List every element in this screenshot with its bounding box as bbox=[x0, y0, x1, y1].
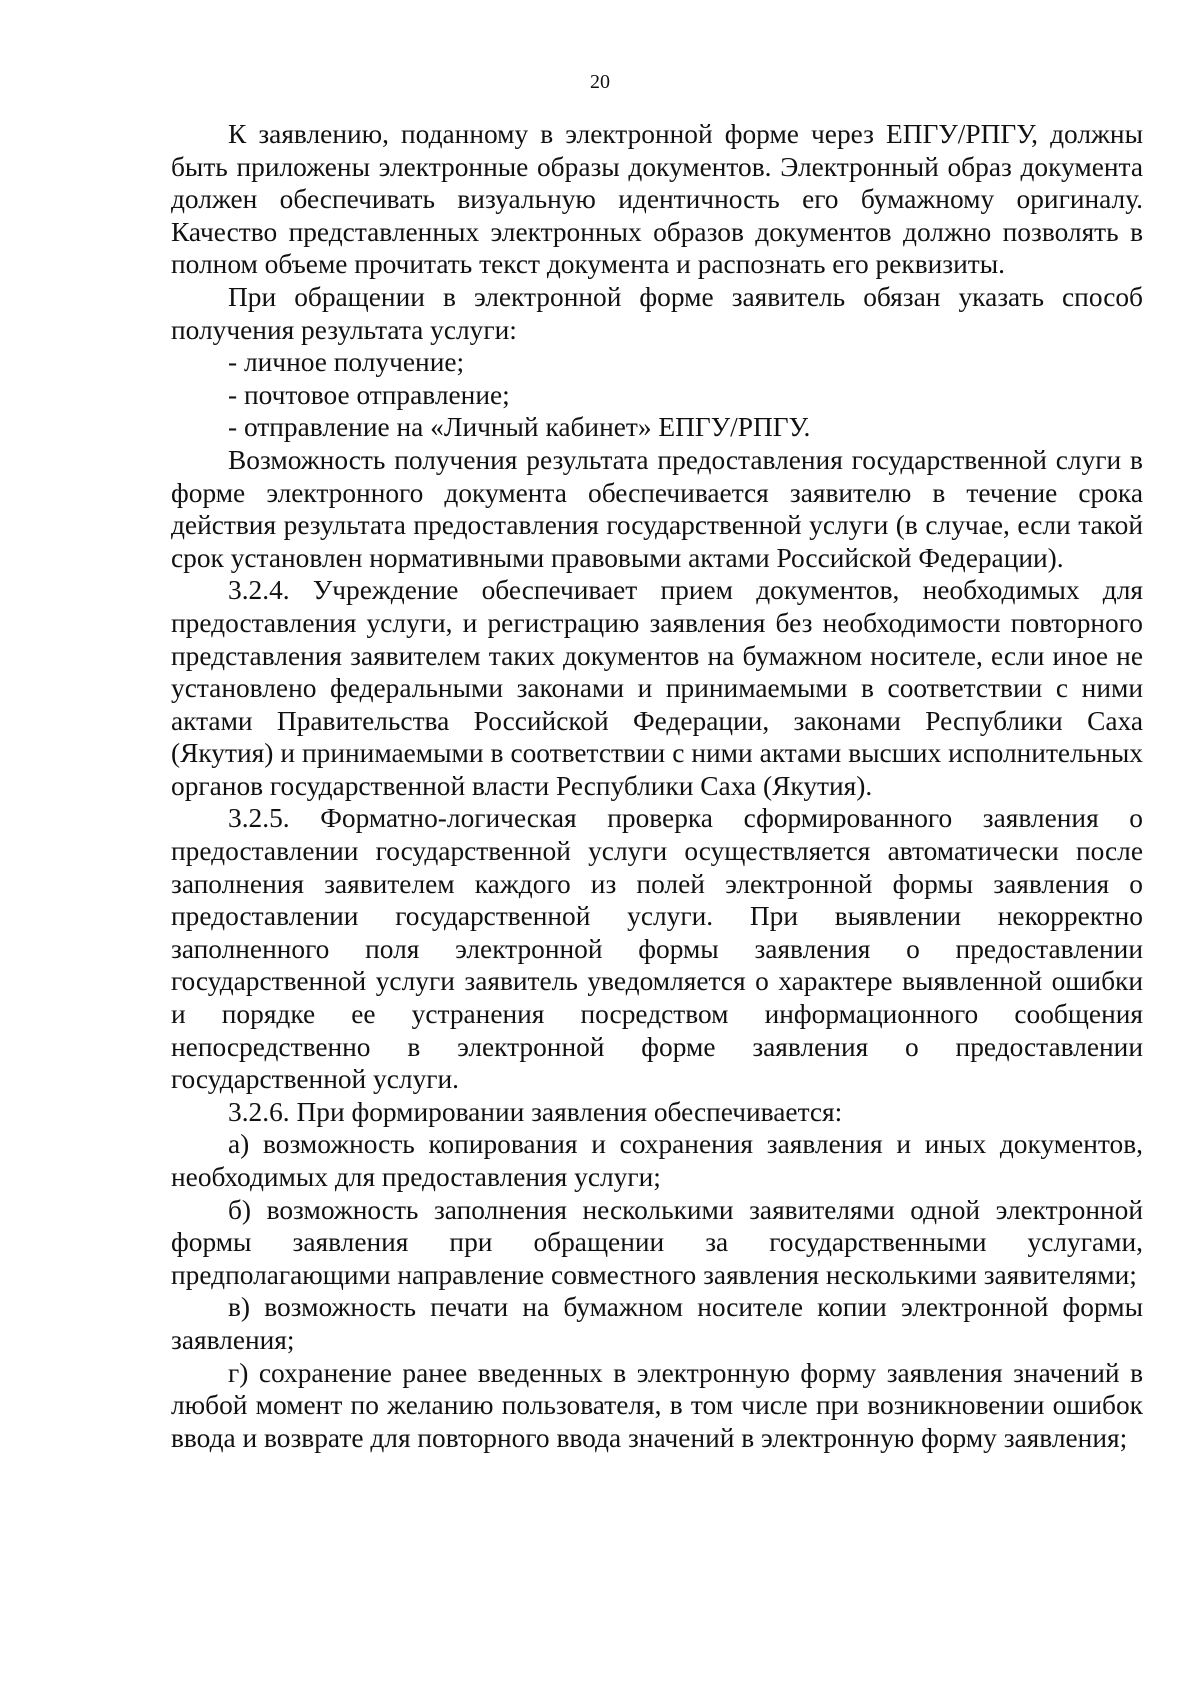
list-item-postal: - почтовое отправление; bbox=[228, 379, 510, 410]
list-item-g: г) сохранение ранее введенных в электронную форму заявления значений в любой момент по желанию пользователя, в том числе при возникновении ошибок ввода и возврате для повторного ввода значений в электронную форму заявления; bbox=[171, 1357, 1143, 1453]
list-item-personal-account: - отправление на «Личный кабинет» ЕПГУ/РПГУ. bbox=[228, 412, 811, 443]
paragraph-3-2-4: 3.2.4. Учреждение обеспечивает прием документов, необходимых для предоставления услуги, и регистрацию заявления без необходимости повторного представления заявителем таких документов на бумажном носителе, если иное не установлено федеральными законами и принимаемыми в соответствии с ними актами Правительства Российской Федерации, законами Республики Саха (Якутия) и принимаемыми в соответствии с ними актами высших исполнительных органов государственной власти Республики Саха (Якутия). bbox=[171, 575, 1143, 801]
list-item-a: а) возможность копирования и сохранения заявления и иных документов, необходимых для предоставления услуги; bbox=[171, 1129, 1143, 1192]
list-item-b: б) возможность заполнения несколькими заявителями одной электронной формы заявления при обращении за государственными услугами, предполагающими направление совместного заявления несколькими заявителями; bbox=[171, 1194, 1143, 1290]
paragraph-result-method: При обращении в электронной форме заявитель обязан указать способ получения результата услуги: bbox=[171, 281, 1143, 345]
page-number: 20 bbox=[590, 71, 610, 93]
paragraph-electronic-images: К заявлению, поданному в электронной форме через ЕПГУ/РПГУ, должны быть приложены электронные образы документов. Электронный образ документа должен обеспечивать визуальную идентичность его бумажному оригиналу. Качество представленных электронных образов документов должно позволять в полном объеме прочитать текст документа и распознать его реквизиты. bbox=[171, 119, 1143, 280]
paragraph-3-2-5: 3.2.5. Форматно-логическая проверка сформированного заявления о предоставлении государственной услуги осуществляется автоматически после заполнения заявителем каждого из полей электронной формы заявления о предоставлении государственной услуги. При выявлении некорректно заполненного поля электронной формы заявления о предоставлении государственной услуги заявитель уведомляется о характере выявленной ошибки и порядке ее устранения посредством информационного сообщения непосредственно в электронной форме заявления о предоставлении государственной услуги. bbox=[171, 803, 1143, 1095]
list-item-personal: - личное получение; bbox=[228, 347, 465, 378]
paragraph-electronic-result: Возможность получения результата предоставления государственной слуги в форме электронного документа обеспечивается заявителю в течение срока действия результата предоставления государственной услуги (в случае, если такой срок установлен нормативными правовыми актами Российской Федерации). bbox=[171, 444, 1143, 573]
document-body bbox=[171, 118, 1143, 1454]
list-item-v: в) возможность печати на бумажном носителе копии электронной формы заявления; bbox=[171, 1292, 1143, 1355]
paragraph-3-2-6: 3.2.6. При формировании заявления обеспечивается: bbox=[228, 1096, 843, 1127]
